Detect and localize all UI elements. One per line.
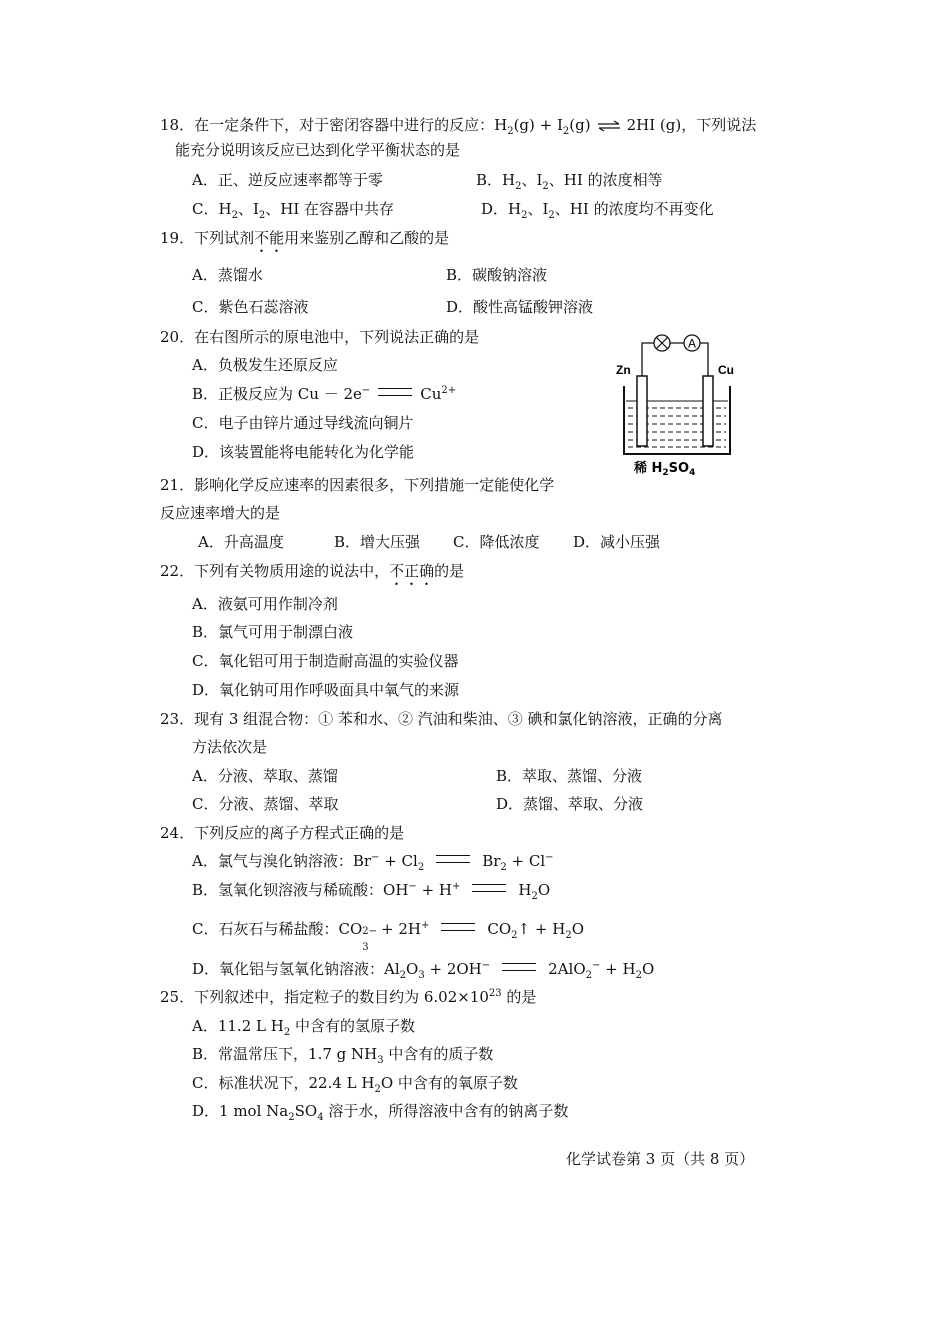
q24-option-c: C．石灰石与稀盐酸：CO 2− 3 + 2H+ $CO_2↑ + H_2O$ xyxy=(192,920,584,953)
q25-stem: 25．下列叙述中，指定粒子的数目约为 $6.02\times 10^{23}$ 的是 xyxy=(160,988,537,1006)
cu-label: Cu xyxy=(718,363,734,377)
q23-stem-line2: 方法依次是 xyxy=(192,738,268,756)
q18-stem: 18．在一定条件下，对于密闭容器中进行的反应：$H_2(g) + I_2(g)$ 2HI (g)，下列说法 xyxy=(160,116,757,137)
q23-option-d: D．蒸馏、萃取、分液 xyxy=(496,795,644,813)
q20-option-d: D．该装置能将电能转化为化学能 xyxy=(192,443,415,461)
q19-stem: 19．下列试剂不能用来鉴别乙醇和乙酸的是 xyxy=(160,229,450,247)
q25-option-b: B．常温常压下，1.7 g $NH_3$ 中含有的质子数 xyxy=(192,1045,494,1066)
q18-option-b: B．$H_2$、$I_2$、HI 的浓度相等 xyxy=(476,171,663,192)
ammeter-label: A xyxy=(687,336,697,351)
q21-option-a: A．升高温度 xyxy=(198,533,284,551)
q19-option-b: B．碳酸钠溶液 xyxy=(446,266,548,284)
q19-number: 19． xyxy=(160,229,195,247)
equals-sign-icon xyxy=(378,388,412,396)
q18-option-d: D．$H_2$、$I_2$、HI 的浓度均不再变化 xyxy=(481,200,714,221)
q20-stem: 20．在右图所示的原电池中，下列说法正确的是 xyxy=(160,328,480,346)
zinc-electrode xyxy=(637,376,647,446)
galvanic-cell-figure xyxy=(612,326,746,478)
q22-stem: 22．下列有关物质用途的说法中，不正确的是 xyxy=(160,562,465,580)
q22-option-a: A．液氨可用作制冷剂 xyxy=(192,595,338,613)
q25-option-c: C．标准状况下，22.4 L $H_2O$ 中含有的氧原子数 xyxy=(192,1074,518,1095)
emphasis-text: 不能 xyxy=(254,229,285,247)
zn-label: Zn xyxy=(616,363,631,377)
q21-option-d: D．减小压强 xyxy=(573,533,661,551)
q23-option-c: C．分液、蒸馏、萃取 xyxy=(192,795,339,813)
q18-option-a: A．正、逆反应速率都等于零 xyxy=(192,171,383,189)
lamp-icon xyxy=(654,335,670,351)
equals-sign-icon xyxy=(502,963,536,971)
q21-stem: 21．影响化学反应速率的因素很多，下列措施一定能使化学 xyxy=(160,476,555,494)
copper-electrode xyxy=(703,376,713,446)
q21-option-c: C．降低浓度 xyxy=(453,533,540,551)
q19-option-d: D．酸性高锰酸钾溶液 xyxy=(446,298,594,316)
q24-option-d: D．氧化铝与氢氧化钠溶液：$Al_2O_3 + 2OH^-$ $2AlO_2^- + H_2O$ xyxy=(192,960,655,981)
q25-option-a: A．11.2 L $H_2$ 中含有的氢原子数 xyxy=(192,1017,415,1038)
q20-option-b: B．正极反应为 Cu － 2e− $Cu^{2+}$ xyxy=(192,385,457,403)
q22-option-d: D．氧化钠可用作呼吸面具中氧气的来源 xyxy=(192,681,460,699)
equals-sign-icon xyxy=(441,923,475,931)
q21-option-b: B．增大压强 xyxy=(334,533,421,551)
q20-number: 20． xyxy=(160,328,195,346)
q18-number: 18． xyxy=(160,116,195,134)
equals-sign-icon xyxy=(472,884,506,892)
reversible-arrow-icon xyxy=(597,120,621,132)
electrolyte-label: 稀 $H_2SO_4$ xyxy=(634,461,696,478)
q24-number: 24． xyxy=(160,824,195,842)
q20-option-a: A．负极发生还原反应 xyxy=(192,356,338,374)
q18-stem-line2: 能充分说明该反应已达到化学平衡状态的是 xyxy=(175,141,461,159)
q21-number: 21． xyxy=(160,476,195,494)
emphasis-text: 不正确 xyxy=(389,562,435,580)
q22-option-c: C．氧化铝可用于制造耐高温的实验仪器 xyxy=(192,652,459,670)
q25-number: 25． xyxy=(160,988,195,1006)
q22-option-b: B．氯气可用于制漂白液 xyxy=(192,623,354,641)
q23-stem: 23．现有 3 组混合物：① 苯和水、② 汽油和柴油、③ 碘和氯化钠溶液，正确的分离 xyxy=(160,710,723,728)
ammeter-icon xyxy=(684,335,700,351)
q25-option-d: D．1 mol $Na_2SO_4$ 溶于水，所得溶液中含有的钠离子数 xyxy=(192,1102,569,1123)
q19-option-a: A．蒸馏水 xyxy=(192,266,263,284)
q20-option-c: C．电子由锌片通过导线流向铜片 xyxy=(192,414,414,432)
q21-stem-line2: 反应速率增大的是 xyxy=(160,504,281,522)
q23-option-b: B．萃取、蒸馏、分液 xyxy=(496,767,643,785)
equals-sign-icon xyxy=(436,855,470,863)
q24-option-b: B．氢氧化钡溶液与稀硫酸：OH− + H+ $H_2O$ xyxy=(192,881,551,902)
q19-option-c: C．紫色石蕊溶液 xyxy=(192,298,309,316)
q23-number: 23． xyxy=(160,710,195,728)
q24-option-a: A．氯气与溴化钠溶液：$Br^- + Cl_2$ $Br_2 + Cl^-$ xyxy=(192,852,554,873)
q24-stem: 24．下列反应的离子方程式正确的是 xyxy=(160,824,405,842)
q18-option-c: C．$H_2$、$I_2$、HI 在容器中共存 xyxy=(192,200,395,221)
page-footer: 化学试卷第 3 页（共 8 页） xyxy=(566,1150,755,1168)
q22-number: 22． xyxy=(160,562,195,580)
q23-option-a: A．分液、萃取、蒸馏 xyxy=(192,767,338,785)
